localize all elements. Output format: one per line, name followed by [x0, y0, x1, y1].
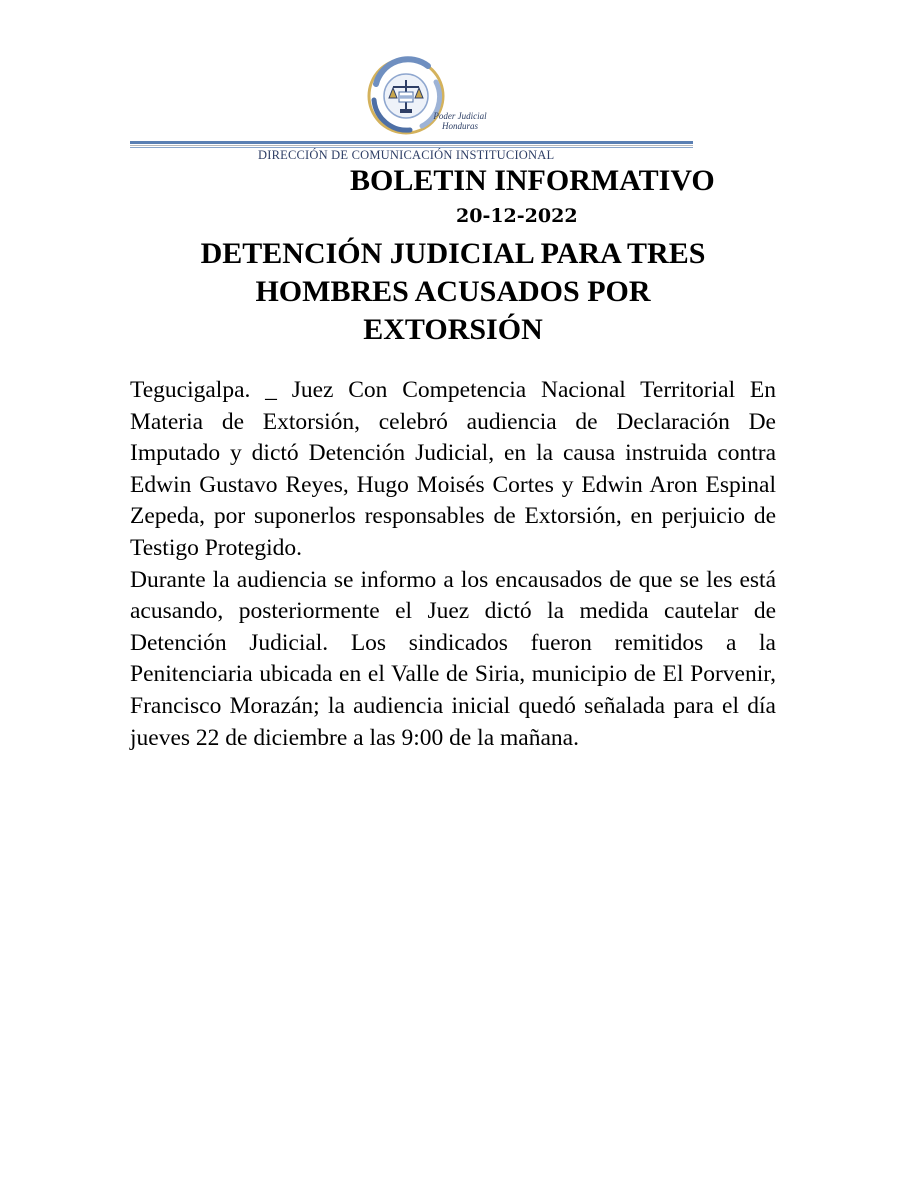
department-name: DIRECCIÓN DE COMUNICACIÓN INSTITUCIONAL [258, 148, 555, 162]
headline [130, 235, 776, 349]
header-divider-thick [130, 141, 693, 144]
headline-line: EXTORSIÓN [363, 313, 543, 346]
logo-caption [420, 111, 500, 131]
article-paragraph: Durante la audiencia se informo a los encausados de que se les está acusando, posteriormente el Juez dictó la medida cautelar de Detención Judicial. Los sindicados fueron remitidos a la Penitenciaria ubicada en el Valle de Siria, municipio de El Porvenir, Francisco Morazán; la audiencia inicial quedó señalada para el día jueves 22 de diciembre a las 9:00 de la mañana. [130, 566, 776, 751]
header-divider-gray [130, 145, 693, 146]
logo-caption-line1: Poder Judicial [433, 111, 487, 121]
bulletin-label: BOLETIN INFORMATIVO [350, 164, 715, 197]
article-body [130, 375, 776, 754]
headline-line: HOMBRES ACUSADOS POR [255, 275, 651, 308]
headline-line: DETENCIÓN JUDICIAL PARA TRES [200, 237, 706, 270]
logo-caption-line2: Honduras [441, 121, 478, 131]
bulletin-date: 20-12-2022 [456, 205, 578, 227]
article-paragraph: Tegucigalpa. _ Juez Con Competencia Nacional Territorial En Materia de Extorsión, celebró audiencia de Declaración De Imputado y dictó Detención Judicial, en la causa instruida contra Edwin Gustavo Reyes, Hugo Moisés Cortes y Edwin Aron Espinal Zepeda, por suponerlos responsables de Extorsión, en perjuicio de Testigo Protegido. [130, 377, 776, 561]
